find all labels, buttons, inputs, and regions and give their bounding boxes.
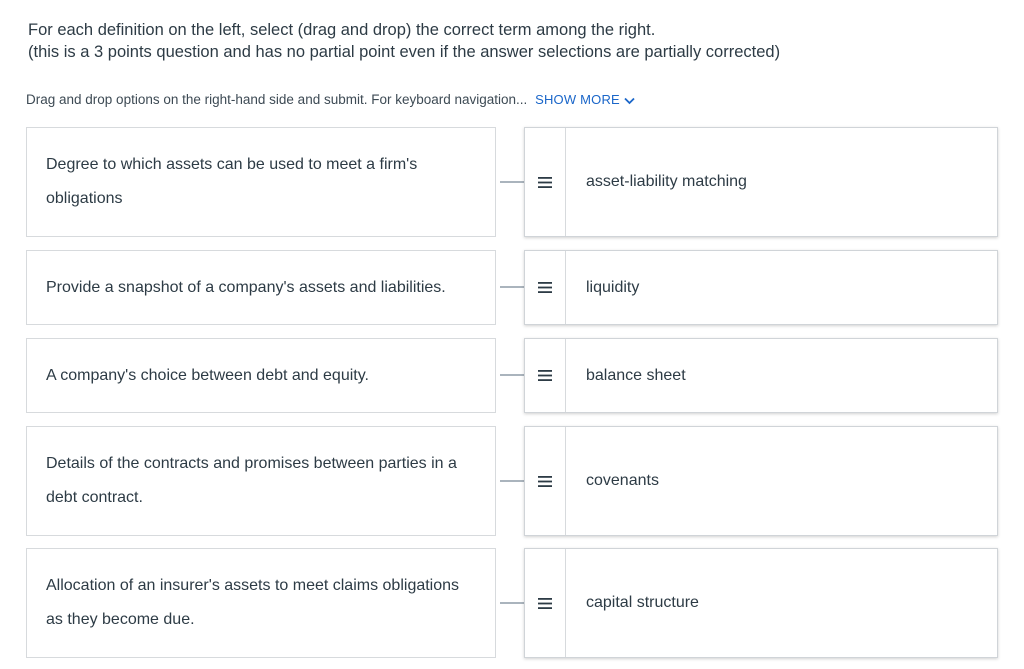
definition-box: [26, 426, 496, 536]
connector-line: [500, 602, 524, 604]
definition-text: Degree to which assets can be used to meet a firm's obligations: [46, 156, 418, 207]
definition-text: Provide a snapshot of a company's assets and liabilities.: [46, 278, 446, 296]
answer-label: asset-liability matching: [586, 173, 747, 190]
drag-handle[interactable]: [525, 251, 566, 324]
definition-box: [26, 338, 496, 413]
drag-handle-icon: [538, 282, 552, 293]
question-text: [28, 19, 988, 63]
drag-handle[interactable]: [525, 427, 566, 535]
connector-line: [500, 181, 524, 183]
drag-handle[interactable]: [525, 128, 566, 236]
answer-draggable[interactable]: [524, 250, 998, 325]
show-more-label: SHOW MORE: [535, 92, 620, 107]
connector-line: [500, 480, 524, 482]
drag-handle[interactable]: [525, 339, 566, 412]
answer-label: capital structure: [586, 594, 699, 611]
connector-line: [500, 374, 524, 376]
instructions: [26, 92, 635, 107]
connector-line: [500, 286, 524, 288]
definition-text: Allocation of an insurer's assets to meet claims obligations as they become due.: [46, 577, 460, 628]
definition-text: Details of the contracts and promises between parties in a debt contract.: [46, 455, 457, 506]
answer-label: covenants: [586, 472, 659, 489]
question-line-2: (this is a 3 points question and has no partial point even if the answer selections are partially corrected): [28, 43, 781, 61]
answer-draggable[interactable]: [524, 548, 998, 658]
drag-handle-icon: [538, 598, 552, 609]
answer-draggable[interactable]: [524, 426, 998, 536]
drag-handle-icon: [538, 177, 552, 188]
drag-handle-icon: [538, 476, 552, 487]
drag-handle-icon: [538, 370, 552, 381]
instructions-text: Drag and drop options on the right-hand side and submit. For keyboard navigation...: [26, 92, 528, 107]
question-line-1: For each definition on the left, select (drag and drop) the correct term among the right.: [28, 21, 656, 39]
answer-draggable[interactable]: [524, 127, 998, 237]
answer-label: balance sheet: [586, 366, 686, 384]
chevron-down-icon: [624, 97, 635, 105]
answer-label: liquidity: [586, 278, 640, 296]
definition-box: [26, 127, 496, 237]
definition-text: A company's choice between debt and equity.: [46, 366, 369, 384]
definition-box: [26, 250, 496, 325]
definition-box: [26, 548, 496, 658]
drag-handle[interactable]: [525, 549, 566, 657]
answer-draggable[interactable]: [524, 338, 998, 413]
show-more-link[interactable]: [535, 92, 635, 107]
